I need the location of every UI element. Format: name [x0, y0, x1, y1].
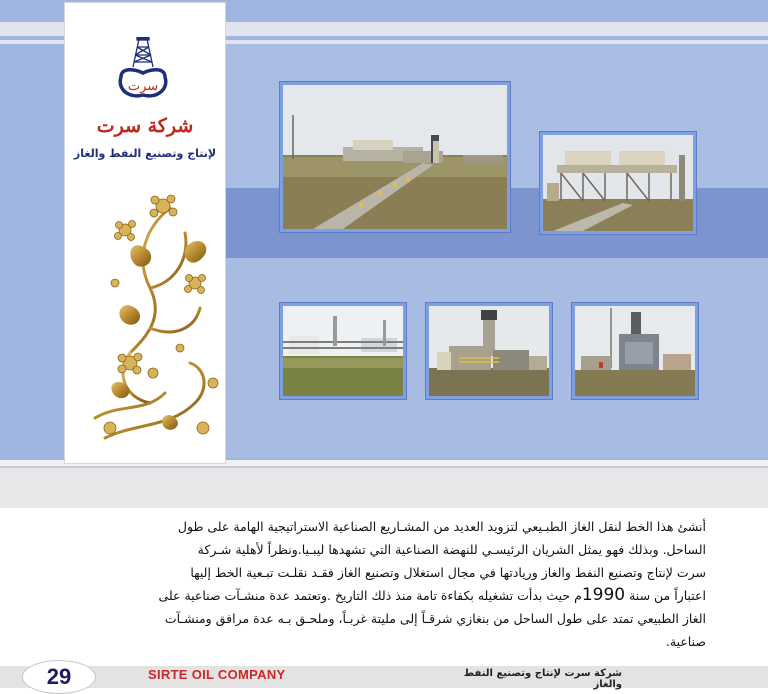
body-line: الساحل. وبذلك فهو يمثل الشريان الرئيسـي للنهضة الصناعية التي تشهدها ليبـيا.ونظراً لأهلية شـركة	[197, 542, 706, 557]
photo-cooling-towers	[540, 132, 696, 234]
body-year: 1990	[581, 585, 626, 605]
company-subtitle: لإنتاج وتصنيع النفط والغاز	[73, 147, 217, 160]
footer-bar	[0, 666, 768, 688]
body-line: الغاز الطبيعي تمتد على طول الساحل من بنغازي شرقـاً إلى مليتة غربـاً، وملحـق بـه عدة مرافق ومنشـآت	[164, 611, 706, 626]
article-body	[58, 515, 706, 653]
body-line: أنشئ هذا الخط لنقل الغاز الطبـيعي لتزويد العديد من المشـاريع الصناعية الاستراتيجية الهامة على طول	[177, 519, 706, 534]
logo-emblem-text: سرت	[127, 79, 159, 94]
page-number: 29	[22, 660, 96, 694]
company-name: شركة سرت	[96, 115, 194, 137]
photo-exhaust-stack	[426, 303, 552, 399]
logo-panel	[64, 2, 226, 464]
body-line	[58, 584, 706, 607]
body-line-part: اعتباراً من سنة	[629, 588, 706, 603]
page-footer	[0, 660, 768, 694]
oil-derrick-logo-icon	[113, 37, 173, 103]
body-line: سرت لإنتاج وتصنيع النفط والغاز وريادتها في مجال استغلال وتصنيع الغاز فقـد نقلـت تبـعية الخط إليها	[190, 565, 706, 580]
body-line-part: م حيث بدأت تشغيله بكفاءة تامة منذ ذلك التاريخ .وتعتمد عدة منشـآت صناعية على	[158, 588, 582, 603]
floral-ornament-icon	[75, 188, 225, 458]
footer-company-en: SIRTE OIL COMPANY	[148, 667, 286, 682]
photo-compressor-station	[280, 82, 510, 232]
footer-company-ar: شركة سرت لإنتاج وتصنيع النفط والغاز	[463, 668, 622, 690]
photo-pipeline-manifold	[280, 303, 406, 399]
grey-band	[0, 468, 768, 508]
body-line: صناعية.	[665, 634, 706, 649]
photo-turbine-enclosure	[572, 303, 698, 399]
